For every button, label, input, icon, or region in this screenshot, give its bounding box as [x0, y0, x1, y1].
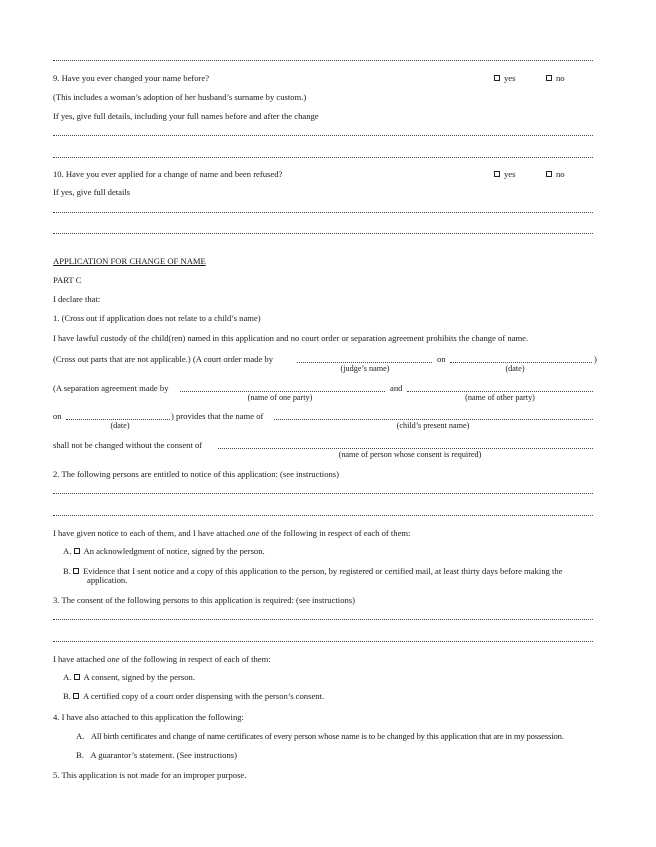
agreement-date-caption: (date): [110, 421, 130, 430]
checkbox-icon[interactable]: [74, 548, 80, 554]
shall-not-text: shall not be changed without the consent of: [53, 440, 203, 450]
q9-yes-option[interactable]: yes: [494, 73, 515, 83]
one-party-caption: (name of one party): [247, 393, 313, 402]
q9-note: (This includes a woman’s adoption of her husband’s surname by custom.): [53, 92, 307, 102]
q10-details-label: If yes, give full details: [53, 187, 131, 197]
judge-name-caption: (judge’s name): [340, 364, 390, 373]
notice-option-b-continued: application.: [87, 575, 128, 585]
on-label: on: [53, 411, 62, 421]
item-3-text: 3. The consent of the following persons to this application is required: (see instructions): [53, 595, 355, 605]
separation-agreement-text: (A separation agreement made by: [53, 383, 169, 393]
consent-attached-text: I have attached one of the following in respect of each of them:: [53, 654, 271, 664]
consent-option-a[interactable]: A. A consent, signed by the person.: [63, 672, 195, 682]
other-party-field[interactable]: [407, 391, 593, 392]
provides-text: ) provides that the name of: [171, 411, 264, 421]
question-10: 10. Have you ever applied for a change of name and been refused?: [53, 169, 283, 179]
child-name-field[interactable]: [274, 419, 593, 420]
court-order-text: (Cross out parts that are not applicable.) (A court order made by: [53, 354, 274, 364]
declaration-intro: I declare that:: [53, 294, 101, 304]
checkbox-icon[interactable]: [74, 674, 80, 680]
part-label: PART C: [53, 275, 82, 285]
notice-option-a[interactable]: A. An acknowledgment of notice, signed by the person.: [63, 546, 265, 556]
item-2-text: 2. The following persons are entitled to notice of this application: (see instructions): [53, 469, 339, 479]
checkbox-icon[interactable]: [494, 171, 500, 177]
answer-line[interactable]: [53, 233, 593, 234]
q10-yes-option[interactable]: yes: [494, 169, 515, 179]
one-party-field[interactable]: [180, 391, 385, 392]
consent-option-b[interactable]: B. A certified copy of a court order dispensing with the person’s consent.: [63, 691, 325, 701]
q9-no-option[interactable]: no: [546, 73, 565, 83]
court-on-label: on: [437, 354, 446, 364]
q9-details-label: If yes, give full details, including your full names before and after the change: [53, 111, 319, 121]
checkbox-icon[interactable]: [494, 75, 500, 81]
answer-line[interactable]: [53, 157, 593, 158]
checkbox-icon[interactable]: [73, 693, 79, 699]
child-name-caption: (child’s present name): [396, 421, 470, 430]
date-caption: (date): [505, 364, 525, 373]
answer-line[interactable]: [53, 212, 593, 213]
judge-name-field[interactable]: [297, 362, 432, 363]
checkbox-icon[interactable]: [73, 568, 79, 574]
notice-given-text: I have given notice to each of them, and I have attached one of the following in respect of each of them:: [53, 528, 411, 538]
consent-person-caption: (name of person whose consent is required): [338, 450, 482, 459]
answer-line[interactable]: [53, 515, 593, 516]
item-5-text: 5. This application is not made for an improper purpose.: [53, 770, 247, 780]
agreement-date-field[interactable]: [66, 419, 170, 420]
q10-no-option[interactable]: no: [546, 169, 565, 179]
answer-line[interactable]: [53, 60, 593, 61]
answer-line[interactable]: [53, 493, 593, 494]
checkbox-icon[interactable]: [546, 75, 552, 81]
attachment-b: B. A guarantor’s statement. (See instructions): [76, 750, 237, 760]
item-4-text: 4. I have also attached to this application the following:: [53, 712, 244, 722]
question-9: 9. Have you ever changed your name before?: [53, 73, 210, 83]
item-1-intro: 1. (Cross out if application does not relate to a child’s name): [53, 313, 261, 323]
section-heading: APPLICATION FOR CHANGE OF NAME: [53, 256, 206, 266]
answer-line[interactable]: [53, 641, 593, 642]
consent-person-field[interactable]: [218, 448, 593, 449]
answer-line[interactable]: [53, 135, 593, 136]
and-label: and: [390, 383, 403, 393]
other-party-caption: (name of other party): [465, 393, 535, 402]
custody-statement: I have lawful custody of the child(ren) named in this application and no court order or separation agreement prohibits the change of name.: [53, 333, 529, 343]
checkbox-icon[interactable]: [546, 171, 552, 177]
attachment-a: A. All birth certificates and change of name certificates of every person whose name is to be changed by this application that are in my possession.: [76, 731, 564, 741]
answer-line[interactable]: [53, 619, 593, 620]
notice-option-b[interactable]: B. Evidence that I sent notice and a copy of this application to the person, by registered or certified mail, at least thirty days before making the: [63, 566, 563, 576]
court-close-paren: ): [594, 354, 597, 364]
court-date-field[interactable]: [450, 362, 592, 363]
